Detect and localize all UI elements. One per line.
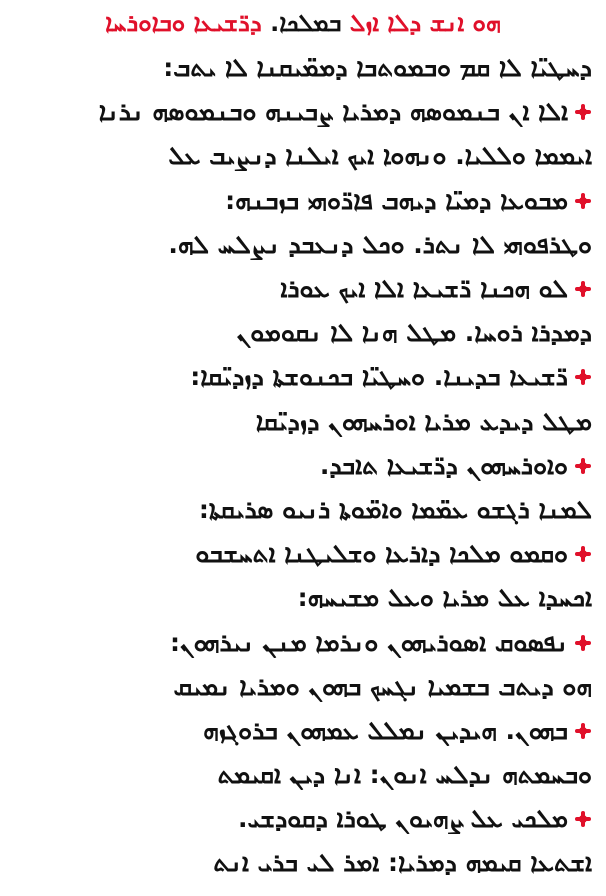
text-line	[14, 532, 592, 576]
red-cross-marker-icon	[574, 457, 592, 475]
red-cross-marker-icon	[574, 810, 592, 828]
text-block	[14, 46, 592, 886]
page-heading	[14, 4, 592, 42]
line-text: ܗܘ ܕܝܬܒ ܒܫܡܝܐ ܢܓܚܟ ܒܗܘܢ ܘܡܪܝܐ ܢܡܝܩ	[173, 671, 592, 701]
text-line	[14, 355, 592, 399]
text-line	[14, 709, 592, 753]
line-text: ܠܘ ܗܟܢܐ ܪ̈ܫܝܥܐ ܐܠܐ ܐܝܟ ܥܘܪܐ	[280, 274, 568, 304]
red-cross-marker-icon	[574, 280, 592, 298]
line-text: ܪ̈ܫܝܥܐ ܒܕܝܢܐ. ܘܚܛܝ̈ܐ ܒܟܢܘܫܬܐ ܕܙܕܝ̈ܩܐ:	[190, 362, 568, 392]
line-text: ܐܟܚܕܐ ܥܠ ܡܪܝܐ ܘܥܠ ܡܫܝܚܗ:	[297, 583, 592, 613]
line-text: ܡܒܘܥܐ ܕܡܝ̈ܐ ܕܝܗܒ ܦܐܪ̈ܘܗܝ ܒܙܒܢܗ:	[225, 185, 568, 215]
text-line	[14, 753, 592, 797]
text-line	[14, 576, 592, 620]
red-cross-marker-icon	[574, 545, 592, 563]
text-line	[14, 488, 592, 532]
line-text: ܘܐܘܪܚܗܘܢ ܕܪ̈ܫܝܥܐ ܬܐܒܕ.	[319, 450, 568, 480]
text-line	[14, 665, 592, 709]
red-cross-marker-icon	[574, 192, 592, 210]
text-line	[14, 134, 592, 178]
line-text: ܘܒܚܡܬܗ ܢܕܠܚ ܐܢܘܢ: ܐܢܐ ܕܝܢ ܐܩܝܡܬ	[217, 760, 592, 790]
text-line	[14, 620, 592, 664]
text-line	[14, 444, 592, 488]
heading-red-text-1: ܗܘ ܐܢܫ ܕܠܐ ܐܙܠ	[349, 9, 501, 37]
line-text: ܡܛܠ ܕܝܕܥ ܡܪܝܐ ܐܘܪܚܗܘܢ ܕܙܕܝ̈ܩܐ	[255, 406, 592, 436]
text-line	[14, 267, 592, 311]
red-cross-marker-icon	[574, 722, 592, 740]
line-text: ܐܠܐ ܐܢ ܒܢܡܘܣܗ ܕܡܪܝܐ ܨܒܝܢܗ ܘܒܢܡܘܣܗ ܢܪܢܐ	[98, 97, 568, 127]
text-line	[14, 797, 592, 841]
line-text: ܐܝܡܡܐ ܘܠܠܝܐ. ܘܢܗܘܐ ܐܝܟ ܐܝܠܢܐ ܕܢܨܝܒ ܥܠ	[168, 141, 592, 171]
text-line	[14, 179, 592, 223]
text-line	[14, 90, 592, 134]
red-cross-marker-icon	[574, 634, 592, 652]
line-text: ܘܛܪܦܘܗܝ ܠܐ ܢܬܪ. ܘܟܠ ܕܢܥܒܕ ܢܨܠܚ ܠܗ.	[168, 229, 592, 259]
line-text: ܘܩܡܘ ܡܠܟܐ ܕܐܪܥܐ ܘܫܠܝܛܢܐ ܐܬܚܫܒܘ	[195, 539, 568, 569]
line-text: ܐܫܬܥܐ ܩܝܡܗ ܕܡܪܝܐ: ܐܡܪ ܠܝ ܒܪܝ ܐܢܬ	[213, 848, 592, 878]
line-text: ܕܚܛܝ̈ܐ ܠܐ ܩܡ ܘܒܡܘܬܒܐ ܕܡܡ̈ܝܩܢܐ ܠܐ ܝܬܒ:	[163, 53, 592, 83]
red-cross-marker-icon	[574, 368, 592, 386]
line-text: ܒܗܘܢ. ܗܝܕܝܢ ܢܡܠܠ ܥܡܗܘܢ ܒܪܘܓܙܗ	[203, 715, 568, 745]
line-text: ܡܠܟܝ ܥܠ ܨܗܝܘܢ ܛܘܪܐ ܕܩܘܕܫܝ.	[238, 804, 568, 834]
line-text: ܢܦܣܘܩ ܐܣܘܪܝܗܘܢ ܘܢܪܡܐ ܡܢܢ ܢܝܪܗܘܢ:	[170, 627, 568, 657]
text-line	[14, 223, 592, 267]
heading-red-text-2: ܕܪ̈ܫܝܥܐ ܘܒܐܘܪܚܐ	[105, 9, 262, 37]
text-line	[14, 400, 592, 444]
line-text: ܠܡܢܐ ܪܓܫܘ ܥܡ̈ܡܐ ܘܐܡ̈ܘܬܐ ܪܢܝܘ ܣܪܝܩܬܐ:	[198, 494, 592, 524]
line-text: ܕܡܕܪܐ ܪܘܚܐ. ܡܛܠ ܗܢܐ ܠܐ ܢܩܘܡܘܢ	[236, 318, 592, 348]
heading-black-text: ܒܡܠܟܐ.	[270, 9, 342, 37]
text-line	[14, 46, 592, 90]
text-line	[14, 841, 592, 885]
text-line	[14, 311, 592, 355]
red-cross-marker-icon	[574, 103, 592, 121]
